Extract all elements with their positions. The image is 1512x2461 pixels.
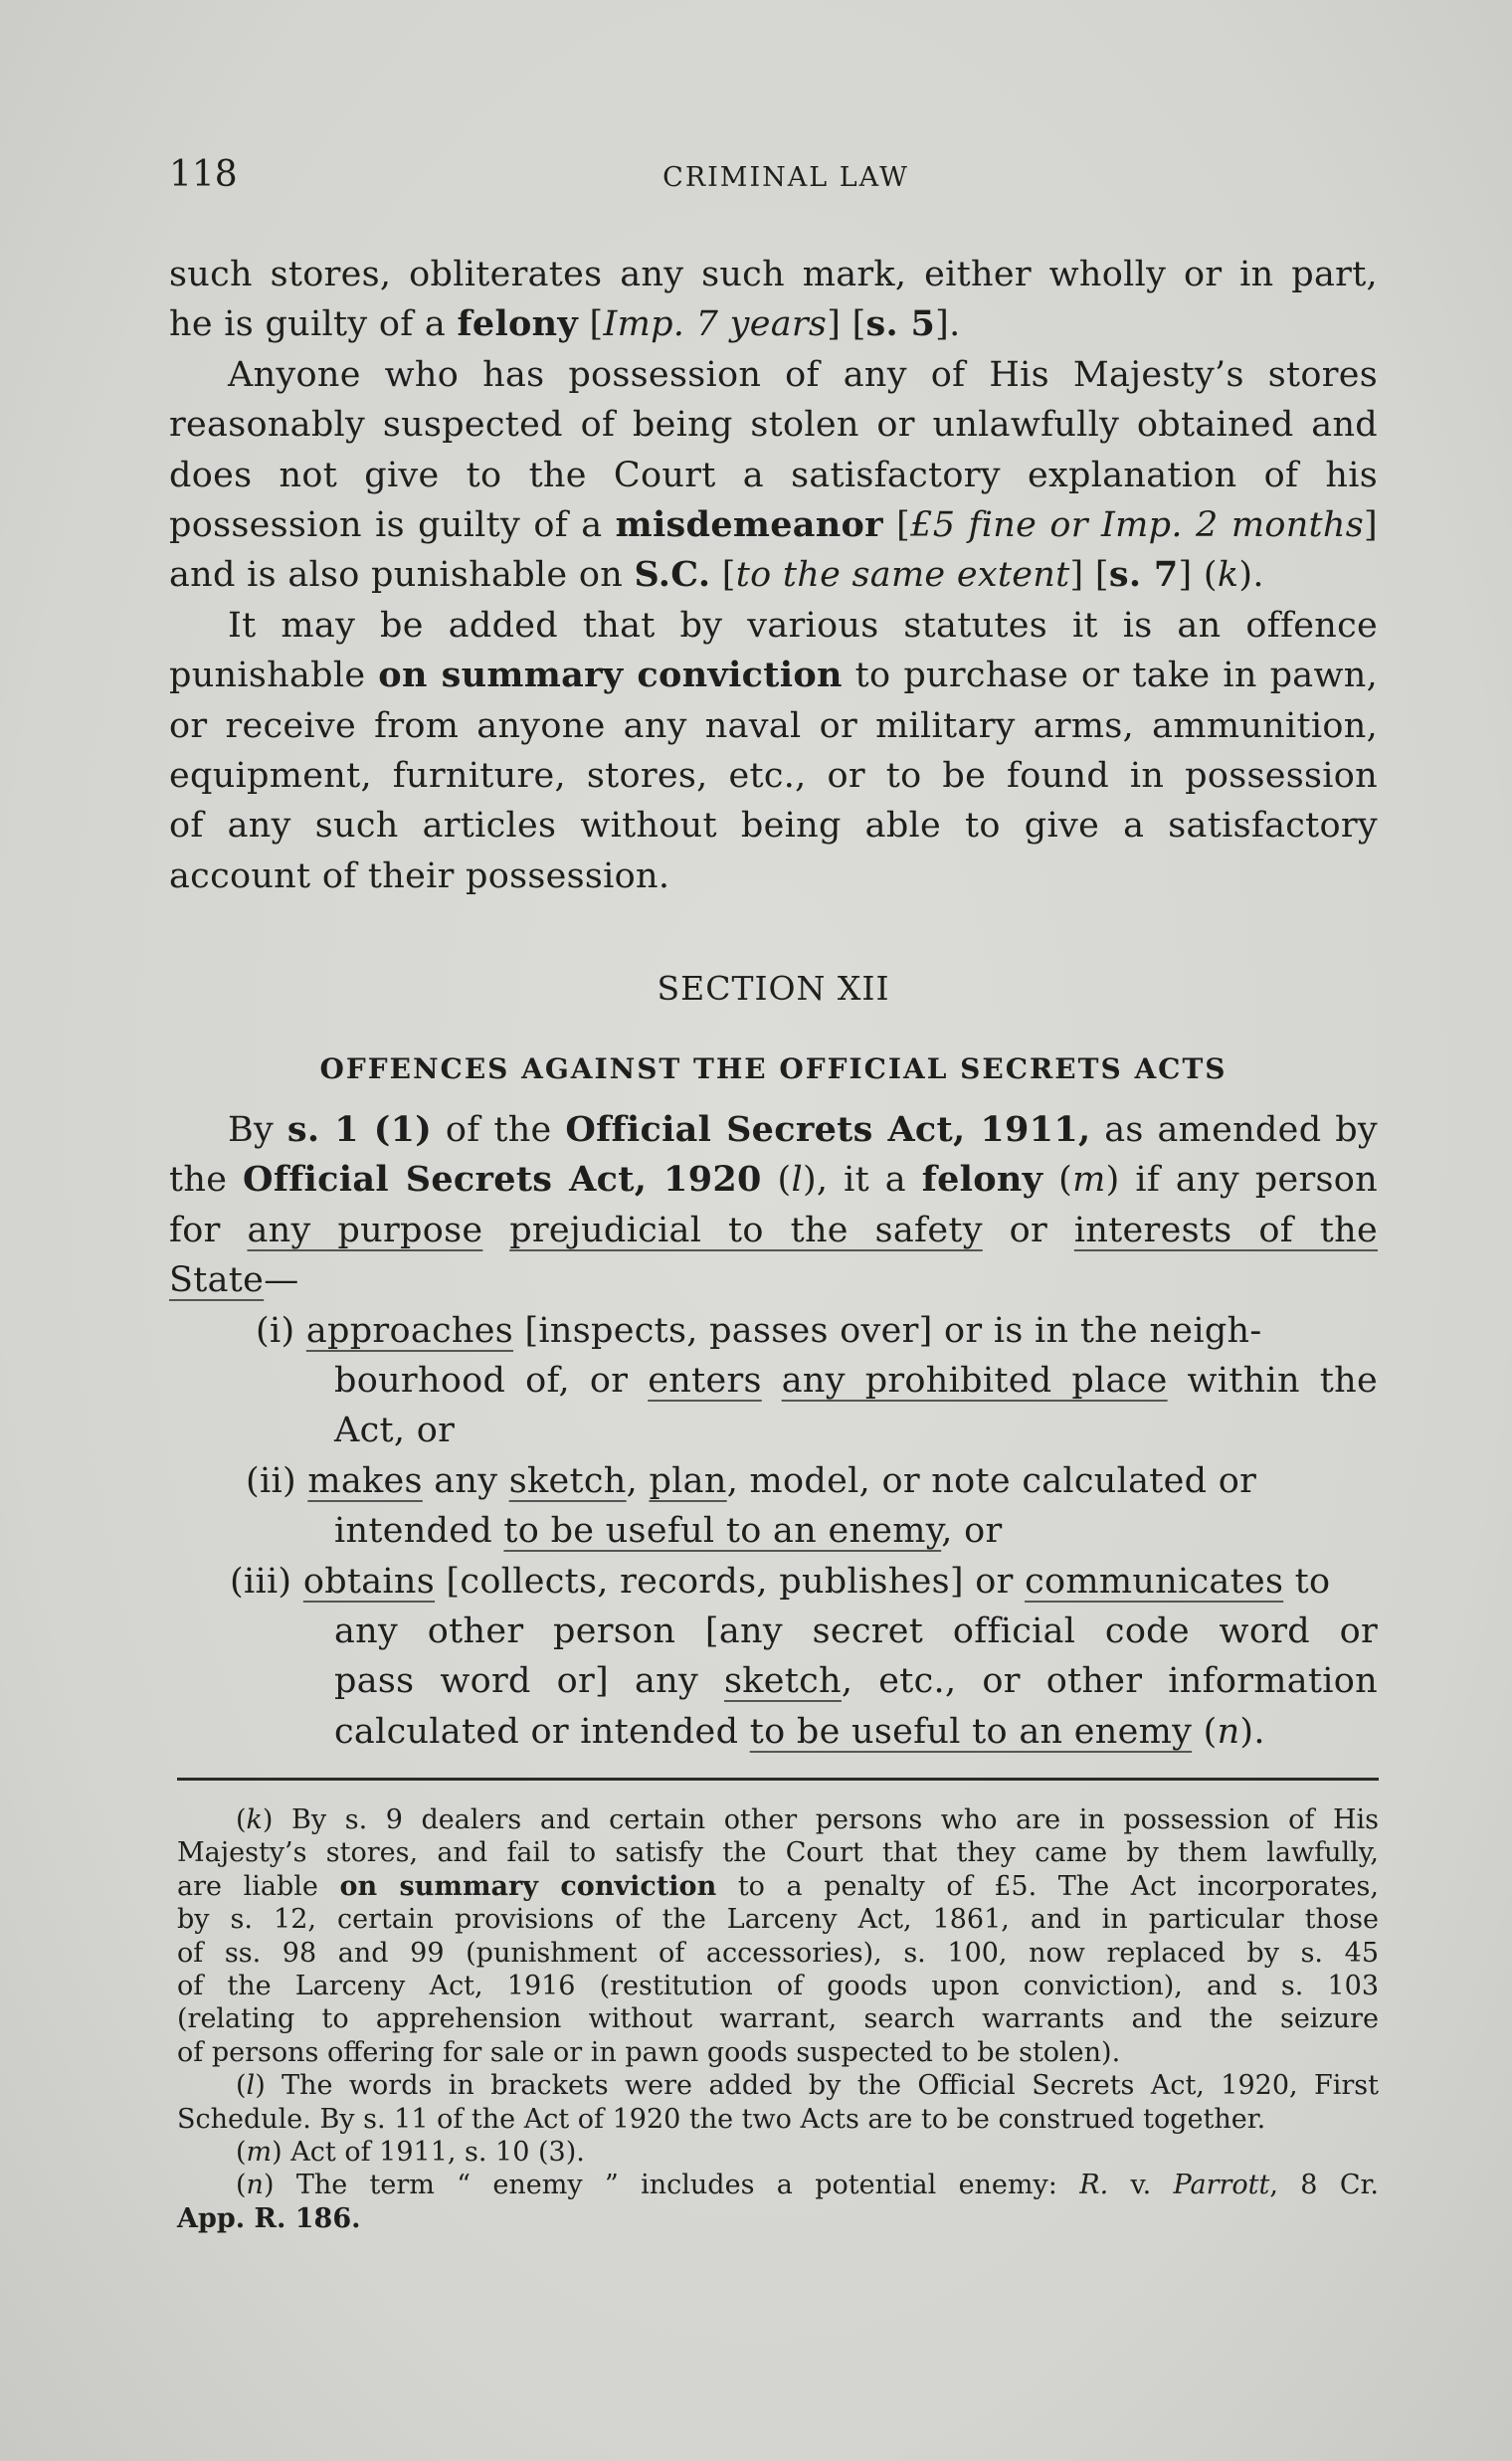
italic-text: l <box>246 2070 256 2102</box>
text-run: ] ( <box>1178 555 1218 596</box>
text-run: ] [ <box>1069 555 1109 596</box>
text-run: ) if any person <box>1105 1160 1378 1201</box>
text-line <box>169 1105 1378 1155</box>
text-run: ] [ <box>827 304 866 345</box>
text-run: , or <box>941 1511 1003 1552</box>
italic-text: Imp. 7 years <box>603 304 828 345</box>
text-run: Act, or <box>334 1411 456 1451</box>
text-run: equipment, furniture, stores, etc., or to be found in possession <box>169 755 1378 796</box>
bold-text: App. R. 186. <box>177 2202 361 2234</box>
text-line <box>169 299 1378 349</box>
text-run: ( <box>1192 1711 1218 1752</box>
italic-text: k <box>1217 555 1239 596</box>
italic-text: Parrott <box>1173 2170 1270 2201</box>
underlined-text: prejudicial to the safety <box>509 1210 983 1250</box>
text-run: v. <box>1108 2170 1174 2201</box>
text-run: by s. 12, certain provisions of the Larceny Act, 1861, and in particular those <box>177 1904 1379 1936</box>
text-run: ). <box>1239 1711 1265 1752</box>
underlined-text: sketch <box>724 1661 842 1702</box>
italic-text: n <box>1217 1711 1240 1752</box>
text-run: , 8 Cr. <box>1269 2170 1380 2201</box>
underlined-text: to be useful to an enemy <box>503 1511 942 1552</box>
italic-text: l <box>791 1160 803 1201</box>
running-head: CRIMINAL LAW <box>662 162 909 193</box>
text-run: ) By s. 9 dealers and certain other persons who are in possession of His <box>262 1804 1379 1835</box>
text-run: ( <box>761 1160 792 1201</box>
text-line <box>169 701 1378 751</box>
text-line <box>169 852 1378 901</box>
text-run: for <box>169 1210 248 1250</box>
text-run: any <box>422 1460 509 1501</box>
bold-text: Official Secrets Act, 1920 <box>243 1159 762 1201</box>
footnote-line <box>177 2103 1379 2136</box>
underlined-text: sketch <box>508 1460 627 1501</box>
text-run: he is guilty of a <box>169 304 458 345</box>
footnote-line <box>177 1937 1379 1970</box>
underlined-text: makes <box>307 1460 423 1501</box>
section-number: SECTION XII <box>657 969 890 1008</box>
underlined-text: obtains <box>302 1561 436 1602</box>
underlined-text: interests of the <box>1073 1210 1378 1250</box>
text-run: [collects, records, publishes] or <box>435 1561 1026 1602</box>
text-line <box>169 1607 1378 1656</box>
text-run: as amended by <box>1090 1110 1378 1150</box>
text-run: [ <box>882 504 911 545</box>
bold-text: s. 7 <box>1108 554 1179 596</box>
footnote-line <box>177 2069 1379 2102</box>
text-line <box>169 550 1378 600</box>
text-run: of any such articles without being able to give a satisfactory <box>169 806 1378 847</box>
text-line <box>169 1206 1378 1255</box>
text-run: of the <box>432 1110 566 1150</box>
text-run: ( <box>1042 1160 1073 1201</box>
bold-text: felony <box>457 303 579 345</box>
text-run: any other person [any secret official code word or <box>334 1610 1378 1651</box>
text-line <box>169 250 1378 299</box>
text-run: , etc., or other information <box>841 1661 1378 1702</box>
text-line <box>169 601 1378 651</box>
footnote-line <box>177 2036 1379 2069</box>
underlined-text: to be useful to an enemy <box>749 1711 1193 1752</box>
page-number: 118 <box>169 154 238 195</box>
bold-text: on summary conviction <box>339 1870 717 1902</box>
text-line <box>169 1707 1378 1757</box>
text-run: ( <box>236 2170 247 2201</box>
italic-text: to the same extent <box>735 555 1070 596</box>
text-line <box>169 500 1378 550</box>
text-run: ( <box>236 2070 247 2102</box>
italic-text: m <box>246 2136 273 2168</box>
text-run: ( <box>236 1804 247 1835</box>
text-run: bourhood of, or <box>334 1360 649 1401</box>
text-run: intended <box>334 1511 504 1552</box>
text-run: are liable <box>177 1870 340 1902</box>
footnote-line <box>177 2136 1379 2169</box>
text-run: — <box>264 1260 299 1301</box>
text-run: , <box>626 1460 650 1501</box>
text-run: pass word or] any <box>334 1661 724 1702</box>
text-line <box>169 1255 1378 1305</box>
italic-text: n <box>246 2170 264 2201</box>
text-run: within the <box>1167 1360 1378 1401</box>
text-line <box>169 1456 1378 1506</box>
text-run: (relating to apprehension without warrant, search warrants and the seizure <box>177 2003 1379 2035</box>
underlined-text: any prohibited place <box>781 1360 1168 1401</box>
underlined-text: State <box>169 1260 265 1301</box>
footnote-line <box>177 1903 1379 1936</box>
text-run <box>762 1361 782 1401</box>
footnote-line <box>177 1836 1379 1869</box>
underlined-text: communicates <box>1025 1561 1284 1602</box>
footnote-line <box>177 1870 1379 1903</box>
text-run: ) The term “ enemy ” includes a potential enemy: <box>263 2170 1080 2201</box>
footnotes <box>177 1803 1379 2235</box>
footnote-line <box>177 2169 1379 2201</box>
text-run: or <box>982 1210 1074 1250</box>
text-line <box>169 1506 1378 1556</box>
text-run: ) The words in brackets were added by the Official Secrets Act, 1920, First <box>255 2070 1379 2102</box>
text-run: (ii) <box>246 1460 308 1501</box>
underlined-text: plan <box>649 1460 727 1501</box>
text-line <box>169 400 1378 450</box>
text-run: ). <box>1238 555 1264 596</box>
underlined-text: any purpose <box>247 1210 483 1250</box>
text-line <box>169 350 1378 400</box>
text-run: or receive from anyone any naval or military arms, ammunition, <box>169 705 1378 746</box>
footnote-line <box>177 2202 1379 2235</box>
italic-text: R. <box>1079 2170 1109 2201</box>
text-run: of persons offering for sale or in pawn goods suspected to be stolen). <box>177 2036 1121 2068</box>
underlined-text: approaches <box>305 1310 514 1351</box>
text-line <box>169 1306 1378 1356</box>
text-run: ) Act of 1911, s. 10 (3). <box>272 2136 585 2168</box>
text-line <box>169 751 1378 801</box>
text-run: [ <box>578 304 604 345</box>
text-run: (i) <box>256 1310 306 1351</box>
text-run: to a penalty of £5. The Act incorporates, <box>716 1870 1379 1902</box>
text-run: (iii) <box>230 1561 303 1602</box>
text-run: [inspects, passes over] or is in the neigh- <box>513 1310 1262 1351</box>
body-text-section <box>169 1105 1378 1757</box>
text-run: possession is guilty of a <box>169 504 616 545</box>
text-line <box>169 1406 1378 1455</box>
text-run: punishable <box>169 656 379 696</box>
text-line <box>169 1356 1378 1406</box>
section-title <box>169 964 1378 1014</box>
text-run: does not give to the Court a satisfactory explanation of his <box>169 455 1378 495</box>
text-run: ]. <box>935 304 961 345</box>
text-run: ] <box>1364 504 1378 545</box>
bold-text: misdemeanor <box>615 503 883 545</box>
text-run: such stores, obliterates any such mark, either wholly or in part, <box>169 255 1378 294</box>
text-run: ( <box>236 2136 247 2168</box>
text-run: calculated or intended <box>334 1711 750 1752</box>
section-heading <box>169 1044 1378 1094</box>
italic-text: k <box>246 1804 263 1835</box>
text-run: ), it a <box>802 1160 922 1201</box>
text-line <box>169 1656 1378 1706</box>
italic-text: m <box>1072 1160 1106 1201</box>
footnote-line <box>177 1970 1379 2002</box>
text-run: to <box>1283 1561 1331 1602</box>
underlined-text: enters <box>648 1360 762 1401</box>
bold-text: s. 1 (1) <box>286 1109 433 1150</box>
text-run: and is also punishable on <box>169 555 635 596</box>
text-line <box>169 451 1378 500</box>
text-run: Majesty’s stores, and fail to satisfy the Court that they came by them lawfully, <box>177 1837 1379 1869</box>
text-run: , model, or note calculated or <box>726 1460 1257 1501</box>
footnote-line <box>177 1803 1379 1836</box>
text-run: [ <box>710 555 736 596</box>
text-run: It may be added that by various statutes it is an offence <box>228 605 1378 646</box>
italic-text: £5 fine or Imp. 2 months <box>910 504 1365 545</box>
text-run: the <box>169 1160 244 1201</box>
text-run: reasonably suspected of being stolen or unlawfully obtained and <box>169 405 1378 446</box>
bold-text: S.C. <box>634 554 711 596</box>
text-run: of ss. 98 and 99 (punishment of accessories), s. 100, now replaced by s. 45 <box>177 1937 1379 1969</box>
text-run: of the Larceny Act, 1916 (restitution of goods upon conviction), and s. 103 <box>177 1970 1379 2001</box>
footnote-line <box>177 2002 1379 2035</box>
text-run: to purchase or take in pawn, <box>842 656 1378 696</box>
bold-text: Official Secrets Act, 1911, <box>565 1109 1091 1150</box>
text-run: Schedule. By s. 11 of the Act of 1920 the two Acts are to be construed together. <box>177 2103 1266 2135</box>
body-text-top <box>169 250 1378 901</box>
text-line <box>169 801 1378 851</box>
text-line <box>169 1155 1378 1205</box>
bold-text: s. 5 <box>865 303 936 345</box>
text-line <box>169 651 1378 700</box>
footnote-divider <box>177 1778 1379 1781</box>
bold-text: on summary conviction <box>378 655 843 696</box>
text-run <box>482 1211 509 1250</box>
text-run: account of their possession. <box>169 855 670 896</box>
bold-text: felony <box>921 1159 1043 1201</box>
text-run: By <box>228 1110 287 1150</box>
text-line <box>169 1557 1378 1607</box>
section-heading-text: OFFENCES AGAINST THE OFFICIAL SECRETS ACTS <box>319 1052 1228 1085</box>
text-run: Anyone who has possession of any of His Majesty’s stores <box>228 354 1378 395</box>
